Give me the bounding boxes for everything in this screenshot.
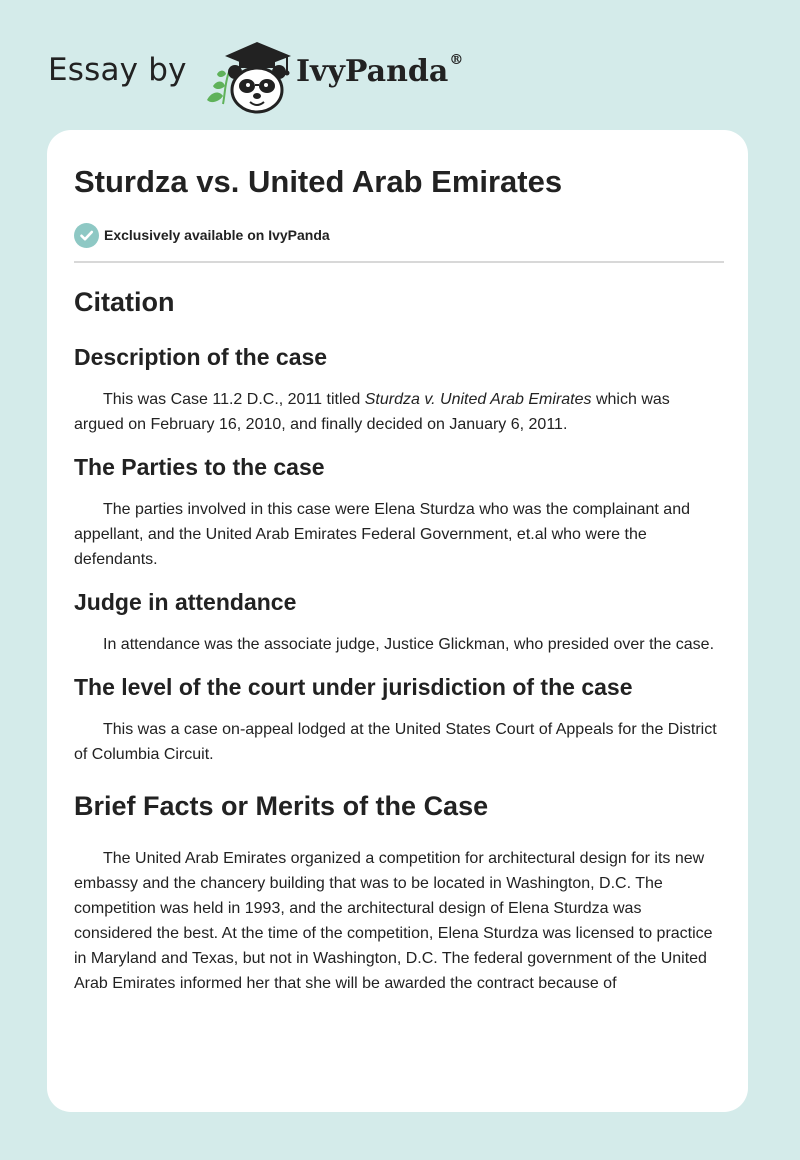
exclusive-badge-label: Exclusively available on IvyPanda [104, 227, 330, 243]
panda-graduate-logo-icon [203, 34, 295, 116]
court-paragraph: This was a case on-appeal lodged at the United States Court of Appeals for the District of Columbia Circuit. [74, 720, 717, 763]
parties-paragraph: The parties involved in this case were Elena Sturdza who was the complainant and appellant, and the United Arab Emirates Federal Government, et.al who were the defendants. [74, 500, 690, 568]
brand-name: IvyPanda® [296, 52, 464, 89]
facts-heading: Brief Facts or Merits of the Case [74, 790, 489, 821]
description-paragraph: This was Case 11.2 D.C., 2011 titled Sturdza v. United Arab Emirates which was argued on February 16, 2010, and finally decided on January 6, 2011. [74, 390, 670, 433]
essay-by-label: Essay by [48, 52, 187, 88]
facts-paragraph: The United Arab Emirates organized a competition for architectural design for its new embassy and the chancery building that was to be located in Washington, D.C. The competition was held in 1993, and the architectural design of Elena Sturdza was considered the best. At the time of the competition, Elena Sturdza was licensed to practice in Maryland and Texas, but not in Washington, D.C. The federal government of the United Arab Emirates informed her that she will be awarded the contract because of [74, 849, 713, 992]
parties-heading: The Parties to the case [74, 453, 325, 480]
registered-mark: ® [449, 52, 464, 68]
exclusive-badge [74, 222, 330, 248]
citation-heading: Citation [74, 287, 175, 317]
essay-card [47, 130, 748, 1112]
check-circle-icon [74, 223, 99, 248]
judge-paragraph: In attendance was the associate judge, Justice Glickman, who presided over the case. [103, 635, 715, 653]
case-name: Sturdza v. United Arab Emirates [364, 390, 592, 408]
title-divider [74, 261, 724, 263]
judge-heading: Judge in attendance [74, 588, 297, 615]
court-heading: The level of the court under jurisdiction of the case [74, 673, 633, 700]
site-header [48, 30, 548, 120]
page-title: Sturdza vs. United Arab Emirates [74, 164, 563, 199]
description-heading: Description of the case [74, 344, 328, 371]
article-body [74, 280, 724, 996]
